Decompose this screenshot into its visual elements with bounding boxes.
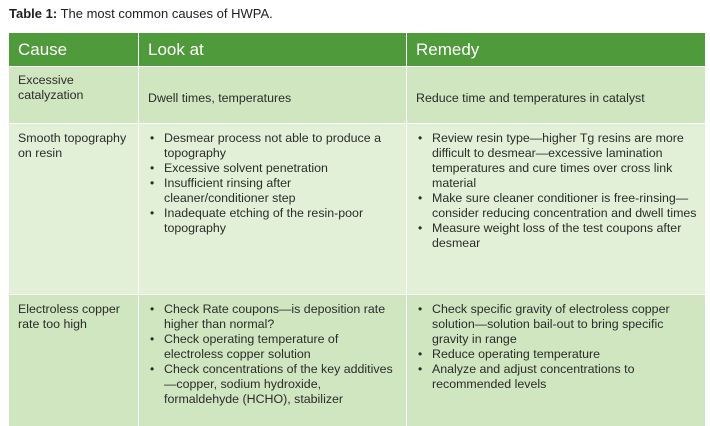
list-item: • Check Rate coupons—is deposition rate higher than normal? xyxy=(150,302,386,331)
bullet-icon: • xyxy=(150,332,155,346)
table-row xyxy=(9,66,705,123)
bullet-icon: • xyxy=(418,131,423,145)
list-item: • Measure weight loss of the test coupons after desmear xyxy=(418,221,682,250)
cause-cell: Smooth topography on resin xyxy=(9,123,139,294)
remedy-cell xyxy=(407,294,705,426)
bullet-icon: • xyxy=(150,362,155,376)
table-row xyxy=(9,123,705,294)
cause-cell: Electroless copper rate too high xyxy=(9,294,139,426)
header-cause: Cause xyxy=(9,33,139,66)
look-at-cell xyxy=(139,123,407,294)
look-at-cell xyxy=(139,294,407,426)
table-row xyxy=(9,294,705,426)
bullet-icon: • xyxy=(150,176,155,190)
table-header xyxy=(9,33,705,66)
list-item: • Inadequate etching of the resin-poor topography xyxy=(150,206,364,235)
list-item: • Reduce operating temperature xyxy=(418,347,601,361)
list-item: • Excessive solvent penetration xyxy=(150,161,328,175)
list-item: • Check operating temperature of electroless copper solution xyxy=(150,332,339,361)
causes-table xyxy=(9,33,705,426)
bullet-list xyxy=(416,131,697,251)
remedy-cell xyxy=(407,123,705,294)
cause-cell: Excessive catalyzation xyxy=(9,66,139,123)
look-at-cell: Dwell times, temperatures xyxy=(139,66,407,123)
bullet-icon: • xyxy=(418,347,423,361)
causes-table-container xyxy=(9,33,705,426)
table-caption xyxy=(9,6,273,22)
remedy-cell: Reduce time and temperatures in catalyst xyxy=(407,66,705,123)
list-item: • Analyze and adjust concentrations to recommended levels xyxy=(418,362,635,391)
header-remedy: Remedy xyxy=(407,33,705,66)
bullet-icon: • xyxy=(150,161,155,175)
bullet-icon: • xyxy=(418,221,423,235)
list-item: • Insufficient rinsing after cleaner/conditioner step xyxy=(150,176,296,205)
bullet-list xyxy=(416,302,697,392)
header-row xyxy=(9,33,705,66)
bullet-icon: • xyxy=(418,302,423,316)
bullet-icon: • xyxy=(150,302,155,316)
list-item: • Review resin type—higher Tg resins are more difficult to desmear—excessive lamination temperatures and cure times over cross link material xyxy=(418,131,684,190)
list-item: • Desmear process not able to produce a topography xyxy=(150,131,381,160)
bullet-icon: • xyxy=(418,191,423,205)
bullet-list xyxy=(148,131,398,236)
header-look-at: Look at xyxy=(139,33,407,66)
list-item: • Check concentrations of the key additives—copper, sodium hydroxide, formaldehyde (HCHO), stabilizer xyxy=(150,362,393,406)
list-item: • Check specific gravity of electroless copper solution—solution bail-out to bring specific gravity in range xyxy=(418,302,670,346)
table-body xyxy=(9,66,705,426)
bullet-icon: • xyxy=(418,362,423,376)
list-item: • Make sure cleaner conditioner is free-rinsing—consider reducing concentration and dwell times xyxy=(418,191,697,220)
bullet-list xyxy=(148,302,398,407)
caption-text: The most common causes of HWPA. xyxy=(60,6,273,21)
bullet-icon: • xyxy=(150,131,155,145)
caption-label: Table 1: xyxy=(9,6,58,21)
bullet-icon: • xyxy=(150,206,155,220)
